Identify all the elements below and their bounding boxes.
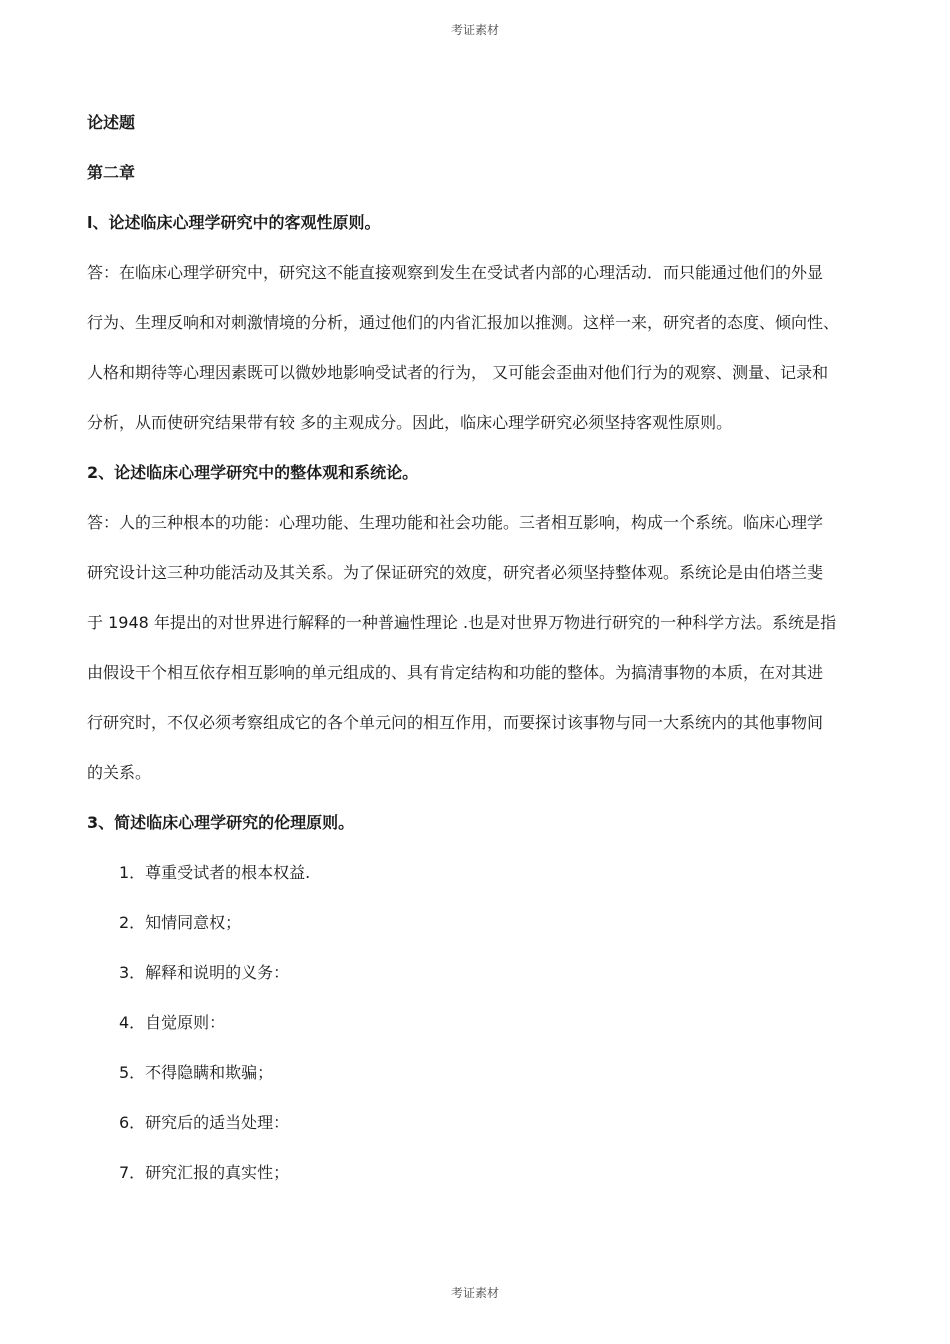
chapter-title: 第二章	[87, 163, 136, 182]
list-item: 6．研究后的适当处理：	[119, 1113, 290, 1132]
answer-1-line: 分析，从而使研究结果带有较 多的主观成分。因此，临床心理学研究必须坚持客观性原则。	[87, 413, 733, 432]
list-item: 2．知情同意权；	[119, 913, 242, 932]
answer-2-line: 的关系。	[87, 763, 152, 782]
question-2-title: 2、论述临床心理学研究中的整体观和系统论。	[87, 463, 419, 482]
list-item: 7．研究汇报的真实性；	[119, 1163, 290, 1182]
list-item: 4．自觉原则：	[119, 1013, 226, 1032]
answer-2-line: 答：人的三种根本的功能：心理功能、生理功能和社会功能。三者相互影响，构成一个系统。临床心理学	[87, 513, 824, 532]
answer-2-line: 于 1948 年提出的对世界进行解释的一种普遍性理论 .也是对世界万物进行研究的一种科学方法。系统是指	[87, 613, 837, 632]
page-footer: 考证素材	[450, 1286, 499, 1300]
ethics-principles-list	[87, 859, 871, 1209]
list-item: 3．解释和说明的义务：	[119, 963, 290, 982]
page-header: 考证素材	[450, 23, 499, 37]
answer-2-line: 行研究时，不仅必须考察组成它的各个单元问的相互作用，而要探讨该事物与同一大系统内的其他事物间	[87, 713, 824, 732]
list-item: 5．不得隐瞒和欺骗；	[119, 1063, 274, 1082]
answer-2-line: 研究设计这三种功能活动及其关系。为了保证研究的效度，研究者必须坚持整体观。系统论是由伯塔兰斐	[87, 563, 824, 582]
document-body	[87, 109, 871, 1209]
list-item: 1．尊重受试者的根本权益.	[119, 863, 311, 882]
answer-1-line: 行为、生理反响和对刺激情境的分析，通过他们的内省汇报加以推测。这样一来，研究者的态度、倾向性、	[87, 313, 840, 332]
answer-1-line: 人格和期待等心理因素既可以微妙地影响受试者的行为， 又可能会歪曲对他们行为的观察、测量、记录和	[87, 363, 829, 382]
answer-2-line: 由假设干个相互依存相互影响的单元组成的、具有肯定结构和功能的整体。为搞清事物的本质，在对其进	[87, 663, 824, 682]
answer-1-line: 答：在临床心理学研究中，研究这不能直接观察到发生在受试者内部的心理活动．而只能通过他们的外显	[87, 263, 824, 282]
question-1-title: l、论述临床心理学研究中的客观性原则。	[87, 213, 381, 232]
question-3-title: 3、简述临床心理学研究的伦理原则。	[87, 813, 355, 832]
section-title: 论述题	[87, 113, 136, 132]
